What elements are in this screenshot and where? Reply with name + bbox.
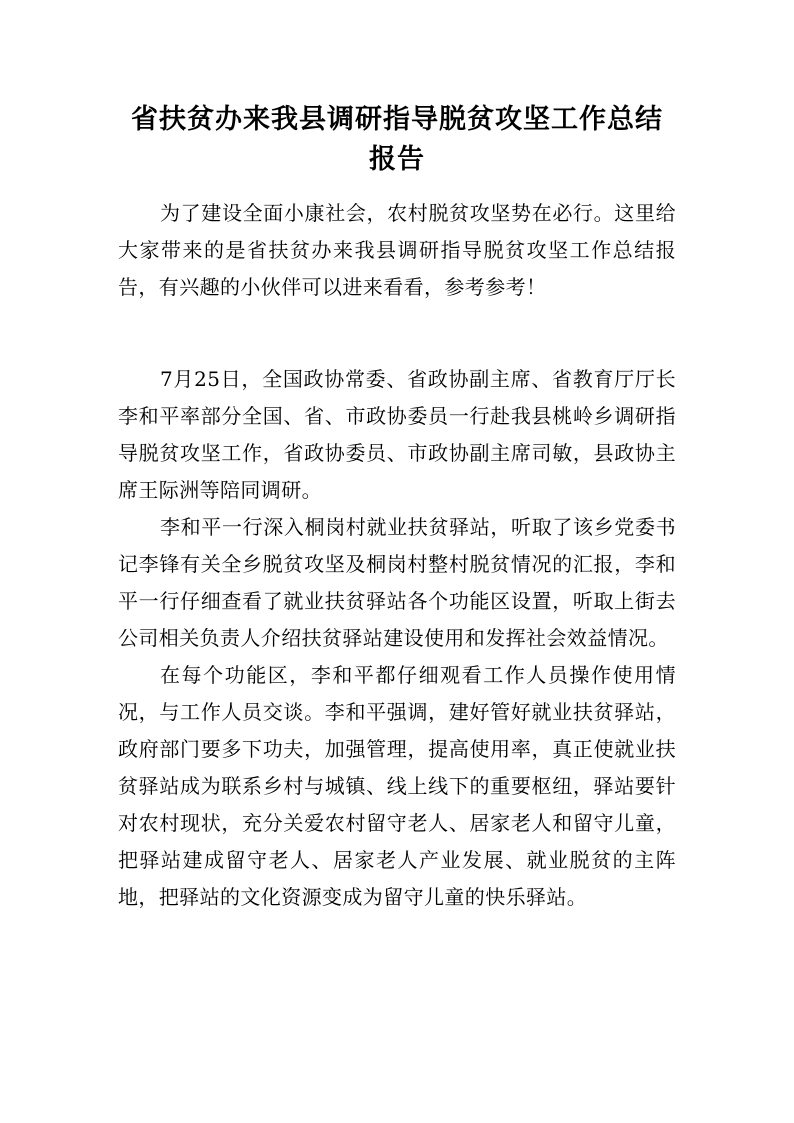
body-paragraph: 7月25日，全国政协常委、省政协副主席、省教育厅厅长李和平率部分全国、省、市政协委员一行赴我县桃岭乡调研指导脱贫攻坚工作，省政协委员、市政协副主席司敏，县政协主席王际洲等陪同调研。 bbox=[118, 367, 676, 502]
body-paragraph: 李和平一行深入桐岗村就业扶贫驿站，听取了该乡党委书记李锋有关全乡脱贫攻坚及桐岗村整村脱贫情况的汇报，李和平一行仔细查看了就业扶贫驿站各个功能区设置，听取上街去公司相关负责人介绍扶贫驿站建设使用和发挥社会效益情况。 bbox=[118, 515, 676, 650]
intro-paragraph: 为了建设全面小康社会，农村脱贫攻坚势在必行。这里给大家带来的是省扶贫办来我县调研指导脱贫攻坚工作总结报告，有兴趣的小伙伴可以进来看看，参考参考！ bbox=[118, 201, 676, 299]
document-title: 省扶贫办来我县调研指导脱贫攻坚工作总结报告 bbox=[131, 104, 663, 175]
body-paragraph: 在每个功能区，李和平都仔细观看工作人员操作使用情况，与工作人员交谈。李和平强调，建好管好就业扶贫驿站，政府部门要多下功夫，加强管理，提高使用率，真正使就业扶贫驿站成为联系乡村与城镇、线上线下的重要枢纽，驿站要针对农村现状，充分关爱农村留守老人、居家老人和留守儿童，把驿站建成留守老人、居家老人产业发展、就业脱贫的主阵地，把驿站的文化资源变成为留守儿童的快乐驿站。 bbox=[118, 663, 676, 909]
document-body bbox=[118, 195, 676, 916]
